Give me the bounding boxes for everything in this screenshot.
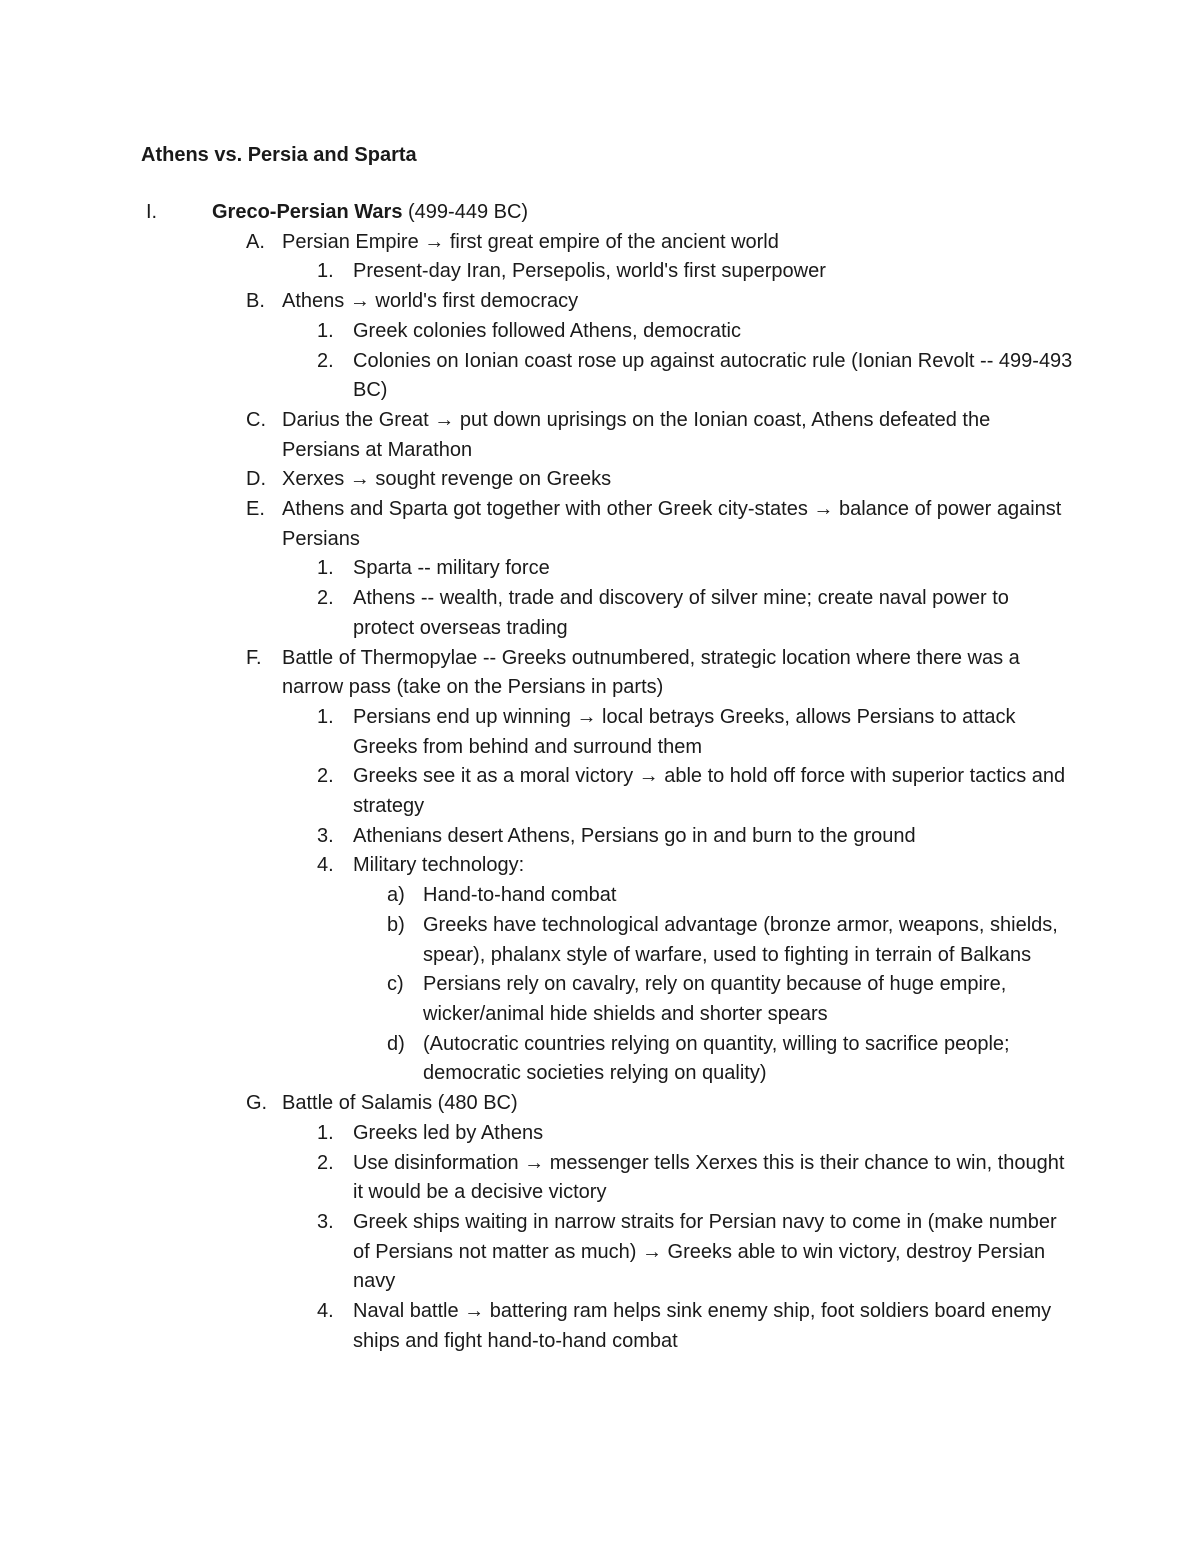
- outline-text: Greeks see it as a moral victory → able to hold off force with superior tactics and strategy: [353, 765, 1066, 818]
- outline-text: Battle of Salamis (480 BC): [282, 1092, 518, 1115]
- outline-text: Athens and Sparta got together with other Greek city-states → balance of power against Persians: [282, 498, 1062, 550]
- outline-text: [212, 198, 1072, 228]
- outline-marker: G.: [246, 1092, 268, 1115]
- outline-marker: 3.: [317, 1210, 334, 1233]
- outline-item-E1: [0, 554, 1200, 584]
- outline-item-F2: [0, 762, 1200, 821]
- outline-item-F1: [0, 703, 1200, 762]
- outline-text: Persians end up winning → local betrays Greeks, allows Persians to attack Greeks from behind and surround them: [353, 705, 1016, 758]
- outline-text: Naval battle → battering ram helps sink enemy ship, foot soldiers board enemy ships and fight hand-to-hand combat: [353, 1300, 1052, 1352]
- outline-item-F4a: [0, 881, 1200, 911]
- outline-marker: 1.: [317, 1121, 334, 1144]
- outline-text: Greek colonies followed Athens, democratic: [353, 319, 741, 342]
- outline-item-F4c: [0, 970, 1200, 1029]
- outline-item-B2: [0, 347, 1200, 406]
- outline-item-E: [0, 495, 1200, 554]
- outline-text: Hand-to-hand combat: [423, 884, 617, 907]
- outline-item-F4b: [0, 911, 1200, 970]
- outline-marker: 1.: [317, 319, 334, 342]
- outline-marker: E.: [246, 498, 265, 521]
- outline-text: Colonies on Ionian coast rose up against autocratic rule (Ionian Revolt -- 499-493 BC): [353, 349, 1073, 402]
- outline-marker: 4.: [317, 854, 334, 877]
- outline-marker: 1.: [317, 260, 334, 283]
- outline-text: Xerxes → sought revenge on Greeks: [282, 468, 612, 491]
- outline-marker: 2.: [317, 1151, 334, 1174]
- outline-item-G3: [0, 1208, 1200, 1297]
- outline-item-E2: [0, 584, 1200, 643]
- outline-marker: 4.: [317, 1300, 334, 1323]
- outline-marker: c): [387, 973, 404, 996]
- outline-text: Present-day Iran, Persepolis, world's first superpower: [353, 260, 826, 283]
- outline-text: Greek ships waiting in narrow straits for Persian navy to come in (make number of Persians not matter as much) → Greeks able to win victory, destroy Persian navy: [353, 1210, 1057, 1293]
- outline-item-I: [0, 198, 1200, 228]
- outline-item-C: [0, 406, 1200, 465]
- outline-marker: 1.: [317, 557, 334, 580]
- outline-marker: a): [387, 884, 405, 907]
- outline-item-G2: [0, 1149, 1200, 1208]
- section-heading: Greco-Persian Wars: [212, 201, 403, 223]
- outline-item-G4: [0, 1297, 1200, 1356]
- outline-text: Darius the Great → put down uprisings on the Ionian coast, Athens defeated the Persians at Marathon: [282, 408, 991, 461]
- outline-text: Battle of Thermopylae -- Greeks outnumbered, strategic location where there was a narrow pass (take on the Persians in parts): [282, 646, 1020, 699]
- outline-text: Use disinformation → messenger tells Xerxes this is their chance to win, thought it would be a decisive victory: [353, 1151, 1065, 1204]
- outline-text: Persian Empire → first great empire of the ancient world: [282, 230, 779, 253]
- outline-marker: b): [387, 913, 405, 936]
- section-dates: (499-449 BC): [402, 201, 529, 223]
- outline-item-G: [0, 1089, 1200, 1119]
- outline-text: Athens -- wealth, trade and discovery of silver mine; create naval power to protect overseas trading: [353, 587, 1009, 639]
- outline-marker: I.: [146, 201, 158, 223]
- outline-text: Greeks have technological advantage (bronze armor, weapons, shields, spear), phalanx style of warfare, used to fighting in terrain of Balkans: [423, 913, 1058, 966]
- outline-item-F4d: [0, 1030, 1200, 1089]
- outline-marker: d): [387, 1032, 405, 1055]
- outline-marker: A.: [246, 230, 265, 253]
- outline-item-D: [0, 465, 1200, 495]
- outline-item-F3: [0, 822, 1200, 852]
- outline-item-B1: [0, 317, 1200, 347]
- outline-text: Athens → world's first democracy: [282, 290, 579, 313]
- outline-text: (Autocratic countries relying on quantity, willing to sacrifice people; democratic societies relying on quality): [423, 1032, 1010, 1085]
- outline-marker: B.: [246, 290, 265, 313]
- outline-marker: 1.: [317, 705, 334, 728]
- document-title: Athens vs. Persia and Sparta: [141, 144, 417, 166]
- outline-text: Athenians desert Athens, Persians go in and burn to the ground: [353, 824, 916, 847]
- outline-item-B: [0, 287, 1200, 317]
- outline-list: [0, 198, 1200, 1356]
- outline-item-A1: [0, 257, 1200, 287]
- outline-item-G1: [0, 1119, 1200, 1149]
- outline-marker: D.: [246, 468, 266, 491]
- outline-text: Sparta -- military force: [353, 557, 550, 580]
- outline-marker: 2.: [317, 765, 334, 788]
- outline-item-F: [0, 644, 1200, 703]
- outline-item-A: [0, 228, 1200, 258]
- outline-text: Greeks led by Athens: [353, 1121, 544, 1144]
- outline-text: Persians rely on cavalry, rely on quantity because of huge empire, wicker/animal hide shields and shorter spears: [423, 973, 1007, 1025]
- outline-item-F4: [0, 851, 1200, 881]
- outline-marker: 3.: [317, 824, 334, 847]
- outline-marker: 2.: [317, 587, 334, 610]
- outline-marker: C.: [246, 408, 266, 431]
- outline-marker: F.: [246, 646, 262, 669]
- outline-text: Military technology:: [353, 854, 525, 877]
- outline-marker: 2.: [317, 349, 334, 372]
